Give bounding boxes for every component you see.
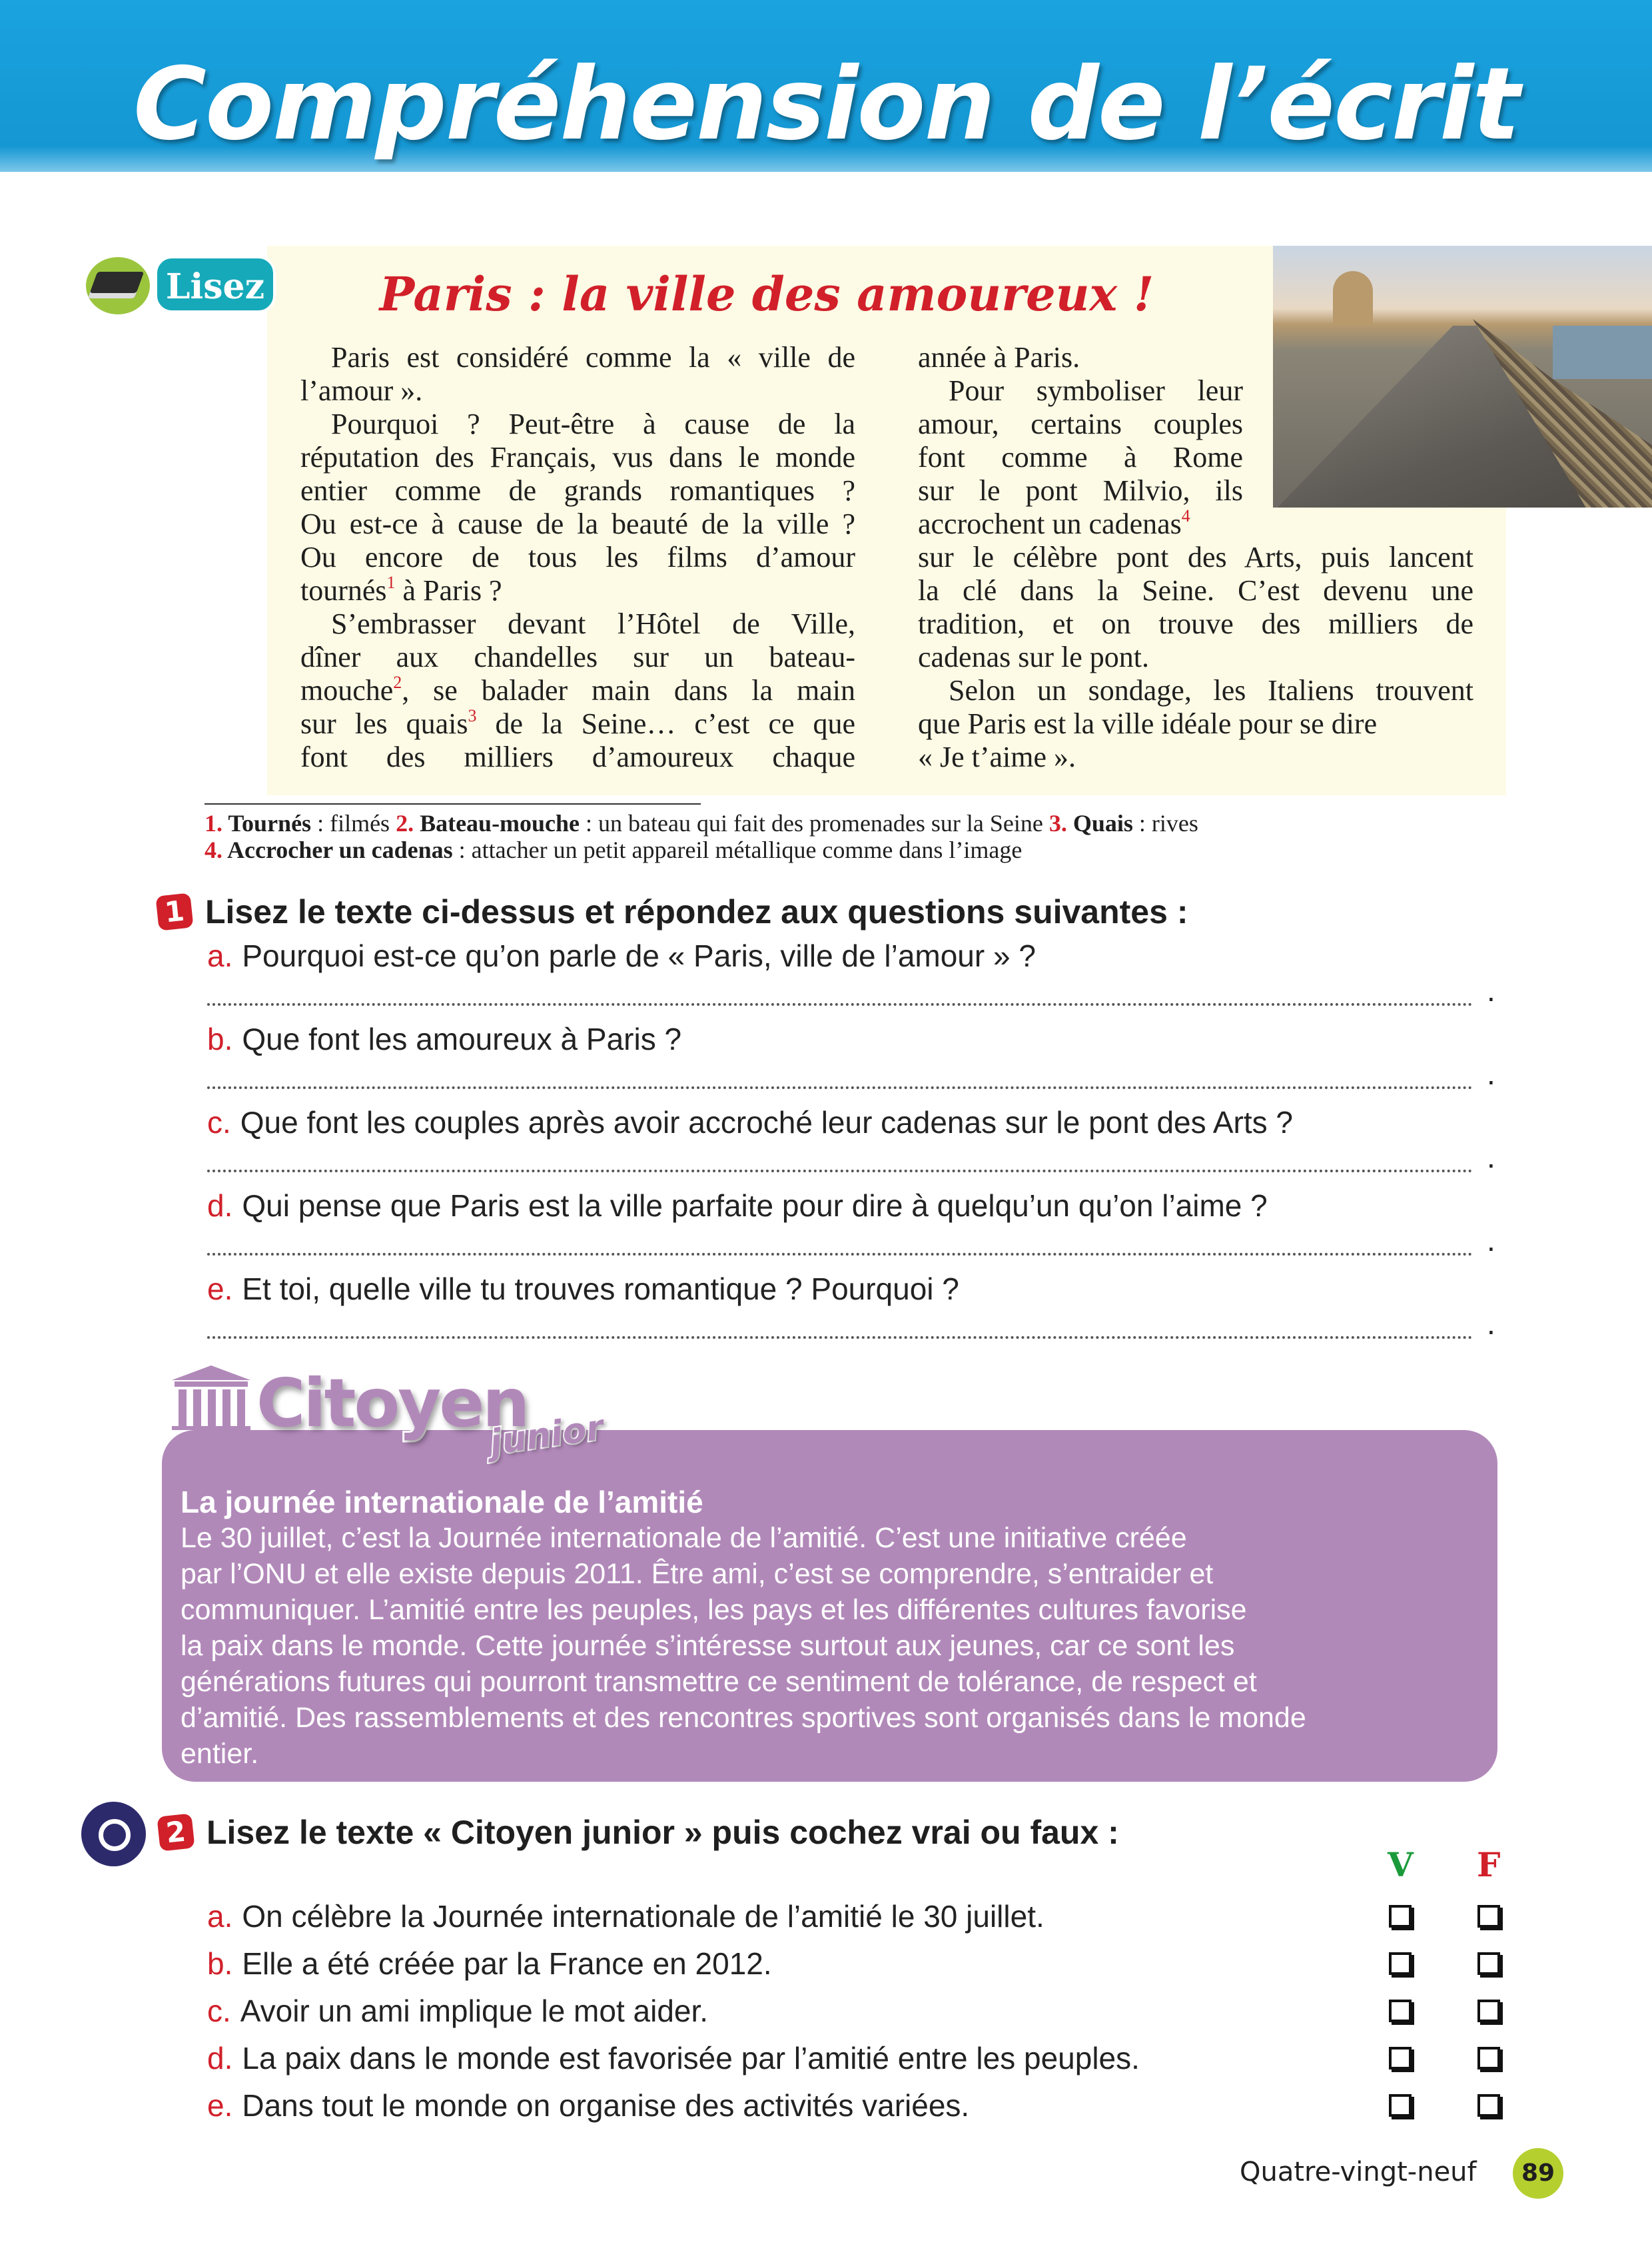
exercise-number-badge: 2: [157, 1813, 195, 1851]
article-line: [300, 341, 855, 374]
citoyen-logo: Citoyen: [256, 1364, 528, 1442]
citoyen-line: la paix dans le monde. Cette journée s’intéresse surtout aux jeunes, car ce sont les: [181, 1630, 1235, 1662]
statement-text: On célèbre la Journée internationale de l’amitié le 30 juillet.: [242, 1899, 1044, 1934]
true-checkbox[interactable]: [1389, 1905, 1412, 1928]
text-run: de la Seine… c’est ce que: [476, 707, 856, 740]
lisez-badge: Lisez: [155, 256, 276, 313]
statement-letter: d.: [207, 2041, 233, 2075]
answer-line[interactable]: [207, 1170, 1473, 1172]
question-text: Qui pense que Paris est la ville parfaite pour dire à quelqu’un qu’on l’aime ?: [242, 1188, 1268, 1223]
citoyen-line: générations futures qui pourront transmettre ce sentiment de tolérance, de respect et: [181, 1666, 1257, 1698]
article-line: [300, 474, 855, 508]
answer-line[interactable]: [207, 1003, 1473, 1006]
question-letter: b.: [207, 1022, 233, 1056]
statement-text: Dans tout le monde on organise des activités variées.: [242, 2088, 970, 2123]
text-run: sur le pont Milvio, ils: [918, 474, 1243, 507]
true-checkbox[interactable]: [1389, 2047, 1412, 2069]
article-column-left: [300, 341, 855, 774]
footnote-line: [205, 837, 1022, 863]
text-run: année à Paris.: [918, 341, 1080, 374]
article-line: [918, 574, 1473, 607]
answer-line-end: .: [1487, 1306, 1495, 1341]
text-run: entier comme de grands romantiques ?: [300, 474, 855, 507]
footnote-text: : attacher un petit appareil métallique comme dans l’image: [452, 837, 1023, 863]
text-run: Ou encore de tous les films d’amour: [300, 541, 855, 573]
footnote-number: 4.: [205, 837, 222, 863]
citoyen-heading: La journée internationale de l’amitié: [181, 1485, 703, 1519]
footnote-number: 2.: [396, 810, 414, 837]
junior-logo: junior: [487, 1407, 606, 1463]
footnote-divider: [205, 803, 701, 805]
article-line: [918, 508, 1243, 541]
text-run: Ou est-ce à cause de la beauté de la ville ?: [300, 508, 855, 540]
statement-text: La paix dans le monde est favorisée par l’amitié entre les peuples.: [242, 2041, 1140, 2075]
true-false-statement: [207, 2040, 1140, 2076]
answer-line-end: .: [1487, 1140, 1495, 1174]
citoyen-line: par l’ONU et elle existe depuis 2011. Être ami, c’est se comprendre, s’entraider et: [181, 1558, 1214, 1590]
article-line: [918, 741, 1473, 774]
text-run: Selon un sondage, les Italiens trouvent: [949, 674, 1473, 707]
article-column-right-top: [918, 341, 1243, 541]
text-run: que Paris est la ville idéale pour se dire: [918, 707, 1378, 740]
question-letter: a.: [207, 938, 233, 973]
text-run: « Je t’aime ».: [918, 741, 1076, 773]
true-checkbox[interactable]: [1389, 1952, 1412, 1975]
text-run: mouche: [300, 674, 394, 707]
text-run: Paris est considéré comme la « ville de: [331, 341, 855, 374]
text-run: amour, certains couples: [918, 408, 1243, 440]
text-run: dîner aux chandelles sur un bateau-: [300, 641, 855, 673]
footnote-term: Quais: [1066, 810, 1133, 837]
answer-line[interactable]: [207, 1253, 1473, 1256]
footnote-ref: 4: [1181, 506, 1190, 526]
citoyen-line: entier.: [181, 1738, 259, 1770]
footnote-number: 1.: [205, 810, 222, 837]
columns-icon: [172, 1365, 250, 1430]
pont-des-arts-photo: [1273, 246, 1652, 508]
exercise2-instruction: Lisez le texte « Citoyen junior » puis cochez vrai ou faux :: [206, 1814, 1119, 1851]
article-line: [918, 474, 1243, 508]
footnote-term: Tournés: [222, 810, 312, 837]
book-icon: [86, 257, 150, 314]
question: [207, 1188, 1268, 1224]
text-run: sur le célèbre pont des Arts, puis lancent: [918, 541, 1473, 573]
statement-letter: c.: [207, 1994, 231, 2028]
citoyen-line: communiquer. L’amitié entre les peuples, les pays et les différentes cultures favorise: [181, 1594, 1247, 1626]
text-run: l’amour ».: [300, 374, 423, 407]
citoyen-line: Le 30 juillet, c’est la Journée internationale de l’amitié. C’est une initiative créée: [181, 1522, 1187, 1554]
text-run: font comme à Rome: [918, 441, 1243, 474]
false-checkbox[interactable]: [1477, 1952, 1500, 1975]
false-checkbox[interactable]: [1477, 2094, 1500, 2117]
text-run: Pour symboliser leur: [949, 374, 1243, 407]
false-checkbox[interactable]: [1477, 2047, 1500, 2069]
footnote-number: 3.: [1048, 810, 1067, 837]
question: [207, 938, 1036, 974]
text-run: Pourquoi ? Peut-être à cause de la: [331, 408, 855, 440]
true-false-statement: [207, 2087, 969, 2123]
answer-line-end: .: [1487, 1056, 1495, 1091]
statement-letter: a.: [207, 1899, 233, 1934]
footnote-text: : un bateau qui fait des promenades sur la Seine: [580, 810, 1049, 837]
footnote-ref: 3: [468, 706, 477, 725]
true-false-statement: [207, 1946, 772, 1982]
article-title: Paris : la ville des amoureux !: [379, 266, 1154, 322]
text-run: réputation des Français, vus dans le monde: [300, 441, 855, 474]
page-number: 89: [1513, 2148, 1563, 2199]
article-line: [300, 674, 855, 707]
question: [207, 1104, 1293, 1140]
footnote-line: [205, 810, 1198, 837]
exercise-number-badge: 1: [155, 893, 193, 931]
question-text: Pourquoi est-ce qu’on parle de « Paris, ville de l’amour » ?: [242, 938, 1036, 973]
article-line: [300, 707, 855, 741]
footnote-ref: 1: [386, 573, 396, 592]
true-column-label: V: [1388, 1845, 1414, 1884]
text-run: font des milliers d’amoureux chaque: [300, 741, 855, 773]
article-line: [300, 641, 855, 674]
text-run: tradition, et on trouve des milliers de: [918, 607, 1473, 640]
citoyen-line: d’amitié. Des rassemblements et des rencontres sportives sont organisés dans le monde: [181, 1702, 1306, 1734]
text-run: la clé dans la Seine. C’est devenu une: [918, 574, 1473, 607]
text-run: sur les quais: [300, 707, 468, 740]
article-line: [300, 508, 855, 541]
statement-letter: e.: [207, 2088, 233, 2123]
article-line: [918, 441, 1243, 474]
article-line: [300, 374, 855, 408]
answer-line-end: .: [1487, 973, 1495, 1008]
article-line: [300, 607, 855, 641]
text-run: à Paris ?: [395, 574, 502, 607]
footnote-term: Accrocher un cadenas: [222, 837, 453, 863]
false-column-label: F: [1477, 1845, 1501, 1884]
article-line: [918, 374, 1243, 408]
page-title: Compréhension de l’écrit: [133, 47, 1519, 163]
question-letter: d.: [207, 1188, 233, 1223]
article-line: [300, 741, 855, 774]
question-letter: c.: [207, 1105, 231, 1140]
text-run: cadenas sur le pont.: [918, 641, 1149, 673]
false-checkbox[interactable]: [1477, 2000, 1500, 2022]
audio-icon[interactable]: [81, 1802, 146, 1866]
page-number-words: Quatre-vingt-neuf: [1240, 2157, 1477, 2187]
text-run: tournés: [300, 574, 387, 607]
answer-line[interactable]: [207, 1086, 1473, 1089]
text-run: accrochent un cadenas: [918, 508, 1182, 540]
footnote-ref: 2: [393, 673, 402, 692]
answer-line[interactable]: [207, 1336, 1473, 1339]
statement-text: Avoir un ami implique le mot aider.: [240, 1994, 709, 2028]
statement-letter: b.: [207, 1946, 233, 1981]
article-line: [300, 541, 855, 574]
true-checkbox[interactable]: [1389, 2094, 1412, 2117]
text-run: S’embrasser devant l’Hôtel de Ville,: [331, 607, 855, 640]
article-line: [300, 408, 855, 441]
article-line: [918, 641, 1473, 674]
article-line: [300, 441, 855, 474]
article-line: [918, 707, 1473, 741]
article-line: [300, 574, 855, 607]
article-line: [918, 607, 1473, 641]
article-line: [918, 541, 1473, 574]
text-run: , se balader main dans la main: [402, 674, 855, 707]
true-false-statement: [207, 1898, 1044, 1934]
question: [207, 1021, 681, 1057]
footnote-text: : filmés: [311, 810, 396, 837]
article-line: [918, 408, 1243, 441]
statement-text: Elle a été créée par la France en 2012.: [242, 1946, 772, 1981]
false-checkbox[interactable]: [1477, 1905, 1500, 1928]
footnote-text: : rives: [1132, 810, 1198, 837]
article-line: [918, 674, 1473, 707]
question-letter: e.: [207, 1272, 233, 1306]
question: [207, 1271, 959, 1307]
citoyen-body: [181, 1520, 1306, 1772]
true-checkbox[interactable]: [1389, 2000, 1412, 2022]
question-text: Que font les amoureux à Paris ?: [242, 1022, 682, 1056]
footnote-term: Bateau-mouche: [414, 810, 580, 837]
answer-line-end: .: [1487, 1223, 1495, 1258]
article-column-right-bottom: [918, 541, 1473, 774]
true-false-statement: [207, 1993, 708, 2029]
exercise1-instruction: Lisez le texte ci-dessus et répondez aux questions suivantes :: [205, 893, 1188, 931]
question-text: Que font les couples après avoir accroché leur cadenas sur le pont des Arts ?: [240, 1105, 1293, 1140]
question-text: Et toi, quelle ville tu trouves romantique ? Pourquoi ?: [242, 1272, 959, 1306]
article-line: [918, 341, 1243, 374]
